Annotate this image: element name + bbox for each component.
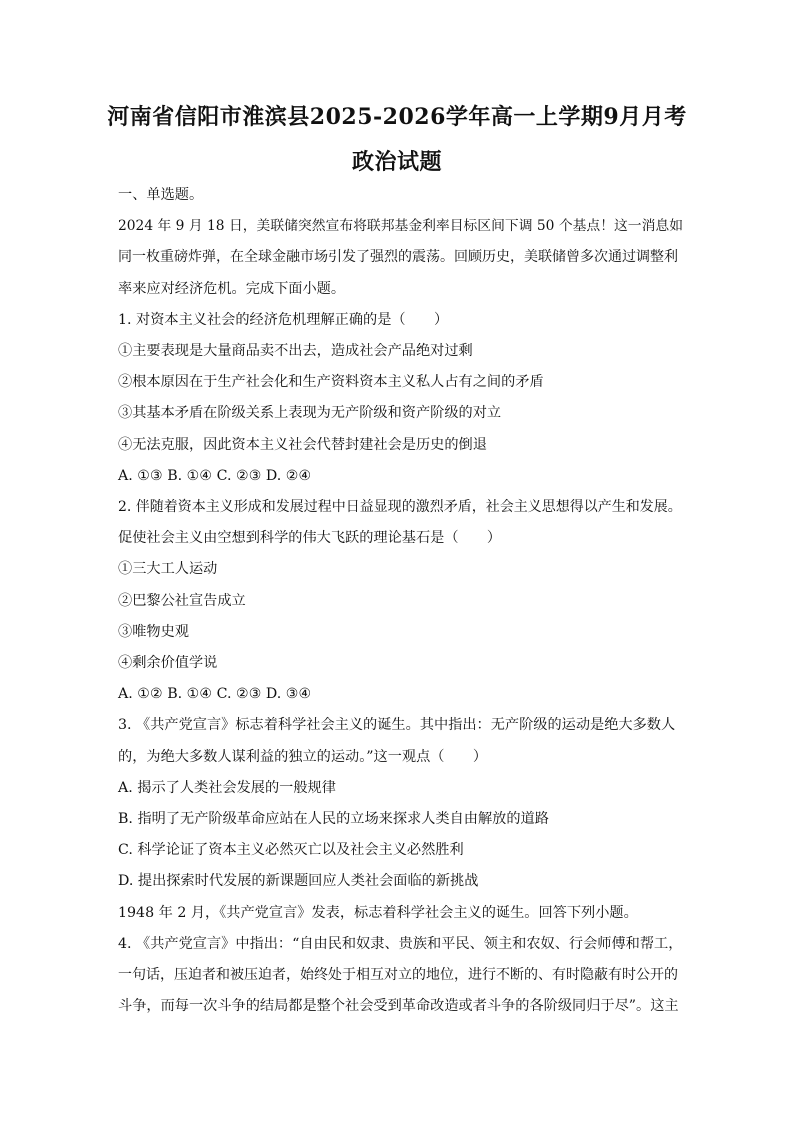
document-title: 河南省信阳市淮滨县2025-2026学年高一上学期9月月考 xyxy=(107,104,687,130)
option-line: ④无法克服，因此资本主义社会代替封建社会是历史的倒退 xyxy=(118,437,487,453)
text-line: 斗争，而每一次斗争的结局都是整个社会受到革命改造或者斗争的各阶级同归于尽”。这主 xyxy=(118,998,679,1014)
answer-choices: A. ①③ B. ①④ C. ②③ D. ②④ xyxy=(118,468,312,484)
question-3: 3. 《共产党宣言》标志着科学社会主义的诞生。其中指出：无产阶级的运动是绝大多数人 xyxy=(118,717,676,733)
answer-choices: A. ①② B. ①④ C. ②③ D. ③④ xyxy=(118,686,312,702)
option-line: ③其基本矛盾在阶级关系上表现为无产阶级和资产阶级的对立 xyxy=(118,405,502,421)
question-4: 4. 《共产党宣言》中指出：“自由民和奴隶、贵族和平民、领主和农奴、行会师傅和帮工， xyxy=(118,936,683,952)
answer-option-b: B. 指明了无产阶级革命应站在人民的立场来探求人类自由解放的道路 xyxy=(118,811,549,827)
text-line: 2024 年 9 月 18 日，美联储突然宣布将联邦基金利率目标区间下调 50 个基点！这一消息如 xyxy=(118,218,683,234)
answer-option-a: A. 揭示了人类社会发展的一般规律 xyxy=(118,780,336,796)
option-line: ①主要表现是大量商品卖不出去，造成社会产品绝对过剩 xyxy=(118,343,473,359)
answer-option-c: C. 科学论证了资本主义必然灭亡以及社会主义必然胜利 xyxy=(118,842,464,858)
text-line: 1948 年 2 月，《共产党宣言》发表，标志着科学社会主义的诞生。回答下列小题。 xyxy=(118,905,638,921)
option-line: ①三大工人运动 xyxy=(118,561,218,577)
question-1: 1. 对资本主义社会的经济危机理解正确的是（ ） xyxy=(118,312,449,328)
text-line: 同一枚重磅炸弹，在全球金融市场引发了强烈的震荡。回顾历史，美联储曾多次通过调整利 xyxy=(118,249,678,265)
option-line: ②根本原因在于生产社会化和生产资料资本主义私人占有之间的矛盾 xyxy=(118,374,544,390)
answer-option-d: D. 提出探索时代发展的新课题回应人类社会面临的新挑战 xyxy=(118,873,479,889)
text-line: 一句话，压迫者和被压迫者，始终处于相互对立的地位，进行不断的、有时隐蔽有时公开的 xyxy=(118,967,678,983)
document-subtitle: 政治试题 xyxy=(351,149,442,175)
text-line: 率来应对经济危机。完成下面小题。 xyxy=(118,281,346,297)
question-2: 2. 伴随着资本主义形成和发展过程中日益显现的激烈矛盾，社会主义思想得以产生和发展。 xyxy=(118,499,682,515)
option-line: ②巴黎公社宣告成立 xyxy=(118,593,246,609)
option-line: ③唯物史观 xyxy=(118,624,189,640)
text-line: 促使社会主义由空想到科学的伟大飞跃的理论基石是（ ） xyxy=(118,530,502,546)
text-line: 的，为绝大多数人谋利益的独立的运动。”这一观点（ ） xyxy=(118,749,488,765)
section-heading: 一、单选题。 xyxy=(118,187,204,203)
option-line: ④剩余价值学说 xyxy=(118,655,218,671)
